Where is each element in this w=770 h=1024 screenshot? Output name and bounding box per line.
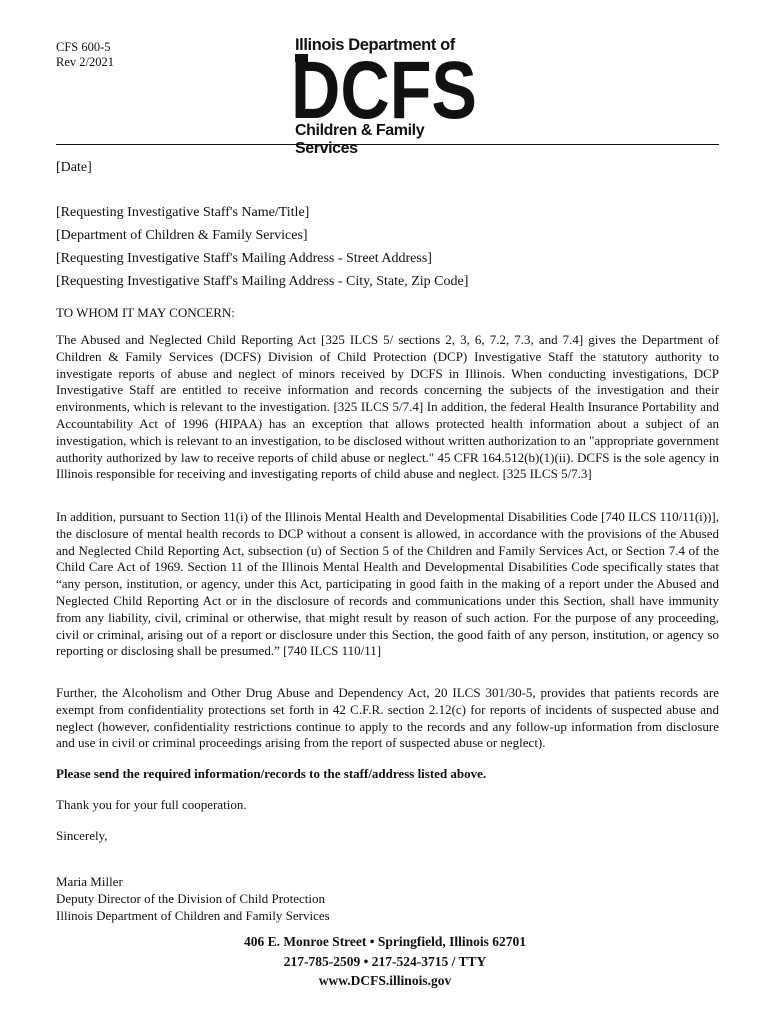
letter-date: [Date] [56,160,92,175]
footer-phones: 217-785-2509 • 217-524-3715 / TTY [283,953,487,969]
logo-acronym: DCFS [295,54,477,122]
form-identifier [56,40,114,70]
header-divider [56,144,719,145]
footer-address: 406 E. Monroe Street • Springfield, Illinois 62701 [243,934,527,949]
paragraph-drug-abuse-act: Further, the Alcoholism and Other Drug Abuse and Dependency Act, 20 ILCS 301/30-5, provides that patients records are exempt from confidentiality protections set forth in 42 C.F.R. section 2.12(c) for reports of incidents of suspected abuse and neglect (however, confidentiality restrictions continue to apply to the records and any follow-up information from disclosure and use in civil or criminal proceedings arising from the report of suspected abuse or neglect). [56,685,719,751]
footer-website: www.DCFS.illinois.gov [318,973,452,988]
recipient-name-title: [Requesting Investigative Staff's Name/Title] [56,205,310,220]
dcfs-logo [295,36,485,158]
signer-organization: Illinois Department of Children and Family Services [56,907,330,923]
footer-contact [0,932,770,991]
request-statement: Please send the required information/records to the staff/address listed above. [56,766,487,781]
logo-line-bottom: Children & Family Services [295,122,425,157]
paragraph-mental-health-code: In addition, pursuant to Section 11(i) of the Illinois Mental Health and Developmental Disabilities Code [740 ILCS 110/11(i))], the disclosure of mental health records to DCP without a consent is allowed, in accordance with the provisions of the Abused and Neglected Child Reporting Act, subsection (u) of Section 5 of the Children and Family Services Act, or Section 7.4 of the Child Care Act of 1969. Section 11 of the Illinois Mental Health and Developmental Disabilities Code specifically states that “any person, institution, or agency, under this Act, participating in good faith in the making of a report under the Abused and Neglected Child Reporting Act or in the disclosure of records and communications under this Section, shall have immunity from any liability, civil, criminal or otherwise, that might result by reason of such action. For the purpose of any proceeding, civil or criminal, arising out of a report or disclosure under this Section, the good faith of any person, institution, or agency so reporting or disclosing shall be presumed.” [740 ILCS 110/11] [56,509,719,659]
recipient-department: [Department of Children & Family Services] [56,228,308,243]
closing-line: Sincerely, [56,828,108,843]
logo-acronym-svg [295,54,485,122]
form-revision: Rev 2/2021 [56,55,114,69]
thanks-line: Thank you for your full cooperation. [56,797,247,812]
recipient-block [56,201,719,293]
logo-line-top: Illinois Department of [295,36,455,54]
salutation: TO WHOM IT MAY CONCERN: [56,305,235,320]
paragraph-reporting-act: The Abused and Neglected Child Reporting Act [325 ILCS 5/ sections 2, 3, 6, 7.2, 7.3, and 7.4] gives the Department of Children & Family Services (DCFS) Division of Child Protection (DCP) Investigative Staff the statutory authority to investigate reports of abuse and neglect of minors received by DCFS in Illinois. When conducting investigations, DCP Investigative Staff are entitled to receive information and records concerning the subjects of the investigation and their environments, which is relevant to the investigation. [325 ILCS 5/7.4] In addition, the federal Health Insurance Portability and Accountability Act of 1996 (HIPAA) has an exception that allows protected health information about a subject of an investigation, which is relevant to an investigation, to be disclosed without written authorization to an "appropriate government authority authorized by law to receive reports of child abuse or neglect." 45 CFR 164.512(b)(1)(ii). DCFS is the sole agency in Illinois responsible for receiving and investigating reports of child abuse and neglect. [325 ILCS 5/7.3] [56,332,719,482]
signature-block [56,874,719,924]
signer-name: Maria Miller [56,874,123,889]
form-number: CFS 600-5 [56,40,111,54]
recipient-city-state-zip: [Requesting Investigative Staff's Mailing Address - City, State, Zip Code] [56,274,469,289]
logo-acronym-art [295,54,485,122]
recipient-street: [Requesting Investigative Staff's Mailing Address - Street Address] [56,251,432,266]
signer-title: Deputy Director of the Division of Child Protection [56,890,325,906]
